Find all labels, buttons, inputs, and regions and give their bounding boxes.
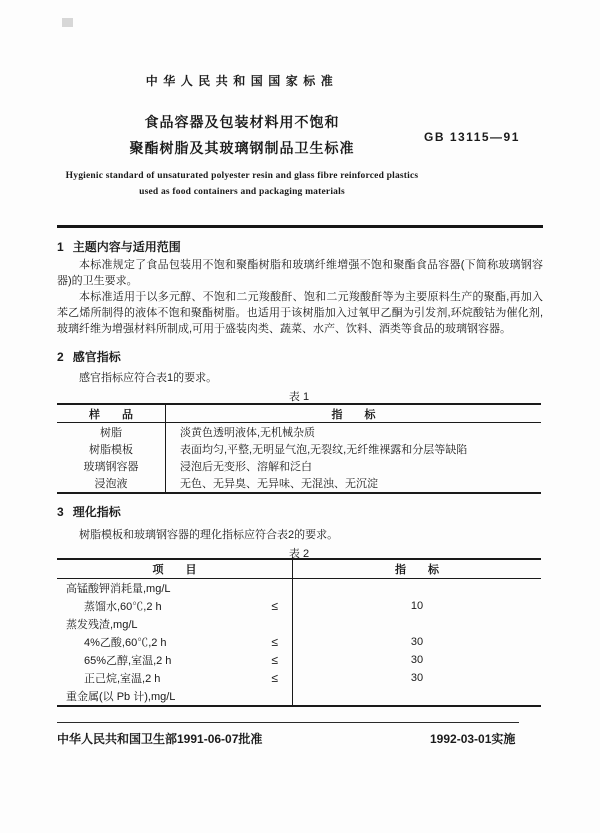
table-2-header-item-label: 项 目 <box>152 564 197 576</box>
table-2-header-item <box>57 560 293 578</box>
item-label: 蒸馏水,60℃,2 h <box>84 601 162 613</box>
table-2-item-cell <box>57 597 293 615</box>
table-row <box>57 440 541 457</box>
section-1-title: 主题内容与适用范围 <box>72 240 181 254</box>
section-1-paragraph-1: 本标准规定了食品包装用不饱和聚酯树脂和玻璃纤维增强不饱和聚酯食品容器(下简称玻璃钢容器)的卫生要求。 <box>57 259 543 287</box>
table-1-indicator-cell: 淡黄色透明液体,无机械杂质 <box>180 426 316 439</box>
table-2-item-cell <box>57 579 293 597</box>
footer-divider-rule <box>57 722 519 723</box>
table-1-sample-cell: 玻璃钢容器 <box>57 458 166 475</box>
table-1-sample-cell: 浸泡液 <box>57 475 166 492</box>
table-2-item-cell <box>57 669 293 687</box>
table-1 <box>57 403 541 494</box>
item-label: 4%乙酸,60℃,2 h <box>84 637 167 649</box>
footer-approval-text: 中华人民共和国卫生部1991-06-07批准 <box>57 732 263 746</box>
section-2-paragraph: 感官指标应符合表1的要求。 <box>79 372 218 384</box>
table-1-sample-cell: 树脂 <box>57 423 166 440</box>
item-label: 正己烷,室温,2 h <box>84 673 161 685</box>
document-title-en-line2: used as food containers and packaging materials <box>139 187 345 197</box>
le-operator: ≤ <box>271 635 278 649</box>
table-1-header-row <box>57 405 541 423</box>
section-3-paragraph: 树脂模板和玻璃钢容器的理化指标应符合表2的要求。 <box>79 529 339 541</box>
table-1-sample-cell: 树脂模板 <box>57 440 166 457</box>
le-operator: ≤ <box>271 653 278 667</box>
section-1-heading <box>57 238 181 255</box>
table-row <box>57 615 541 633</box>
item-label: 蒸发残渣,mg/L <box>66 619 138 631</box>
table-1-indicator-cell: 无色、无异臭、无异味、无混浊、无沉淀 <box>180 478 378 491</box>
section-1-paragraph-2: 本标准适用于以多元醇、不饱和二元羧酸酐、饱和二元羧酸酐等为主要原料生产的聚酯,再加入苯乙烯所制得的液体不饱和聚酯树脂。也适用于该树脂加入过氧甲乙酮为引发剂,环烷酸钴为催化剂,玻璃纤维为增强材料所制成,可用于盛装肉类、蔬菜、水产、饮料、酒类等食品的玻璃钢容器。 <box>57 291 543 335</box>
table-row <box>57 597 541 615</box>
table-row <box>57 423 541 440</box>
table-2-caption: 表 2 <box>288 548 310 560</box>
section-2-number: 2 <box>57 350 64 364</box>
table-1-indicator-cell: 表面均匀,平整,无明显气泡,无裂纹,无纤维裸露和分层等缺陷 <box>180 444 468 456</box>
standard-code: GB 13115—91 <box>424 130 520 144</box>
table-2 <box>57 558 541 707</box>
table-2-value-cell: 30 <box>410 672 424 684</box>
section-1-number: 1 <box>57 240 64 254</box>
document-title-cn-line1: 食品容器及包装材料用不饱和 <box>144 114 340 130</box>
table-2-item-cell <box>57 651 293 669</box>
table-2-item-cell <box>57 615 293 633</box>
table-1-header-indicator: 指 标 <box>331 408 376 421</box>
table-2-item-cell <box>57 633 293 651</box>
document-title-en-line1: Hygienic standard of unsaturated polyester resin and glass fibre reinforced plastics <box>65 171 419 181</box>
table-row <box>57 579 541 597</box>
table-row <box>57 669 541 687</box>
table-2-item-cell <box>57 687 293 705</box>
header-divider-rule <box>57 225 543 228</box>
table-2-value-cell: 30 <box>410 654 424 666</box>
table-row <box>57 458 541 475</box>
scan-artifact-mark <box>62 18 73 27</box>
national-standard-header: 中华人民共和国国家标准 <box>145 74 339 88</box>
le-operator: ≤ <box>271 671 278 685</box>
table-row <box>57 475 541 492</box>
table-1-header-sample: 样 品 <box>57 405 166 422</box>
table-row <box>57 633 541 651</box>
section-3-number: 3 <box>57 505 64 519</box>
table-row <box>57 651 541 669</box>
item-label: 高锰酸钾消耗量,mg/L <box>66 583 171 595</box>
section-3-title: 理化指标 <box>72 505 121 519</box>
section-3-heading <box>57 503 121 520</box>
table-1-indicator-cell: 浸泡后无变形、溶解和泛白 <box>180 461 312 474</box>
item-label: 65%乙醇,室温,2 h <box>84 655 172 667</box>
section-2-heading <box>57 348 121 365</box>
item-label: 重金属(以 Pb 计),mg/L <box>66 691 176 703</box>
table-1-caption: 表 1 <box>288 391 310 403</box>
table-2-header-row <box>57 560 541 579</box>
section-2-title: 感官指标 <box>72 350 121 364</box>
table-row <box>57 687 541 705</box>
table-2-value-cell: 10 <box>410 600 424 612</box>
document-title-cn-line2: 聚酯树脂及其玻璃钢制品卫生标准 <box>129 140 355 156</box>
table-2-value-cell: 30 <box>410 636 424 648</box>
footer-implementation-text: 1992-03-01实施 <box>430 732 516 746</box>
le-operator: ≤ <box>271 599 278 613</box>
table-2-header-indicator: 指 标 <box>395 564 439 576</box>
